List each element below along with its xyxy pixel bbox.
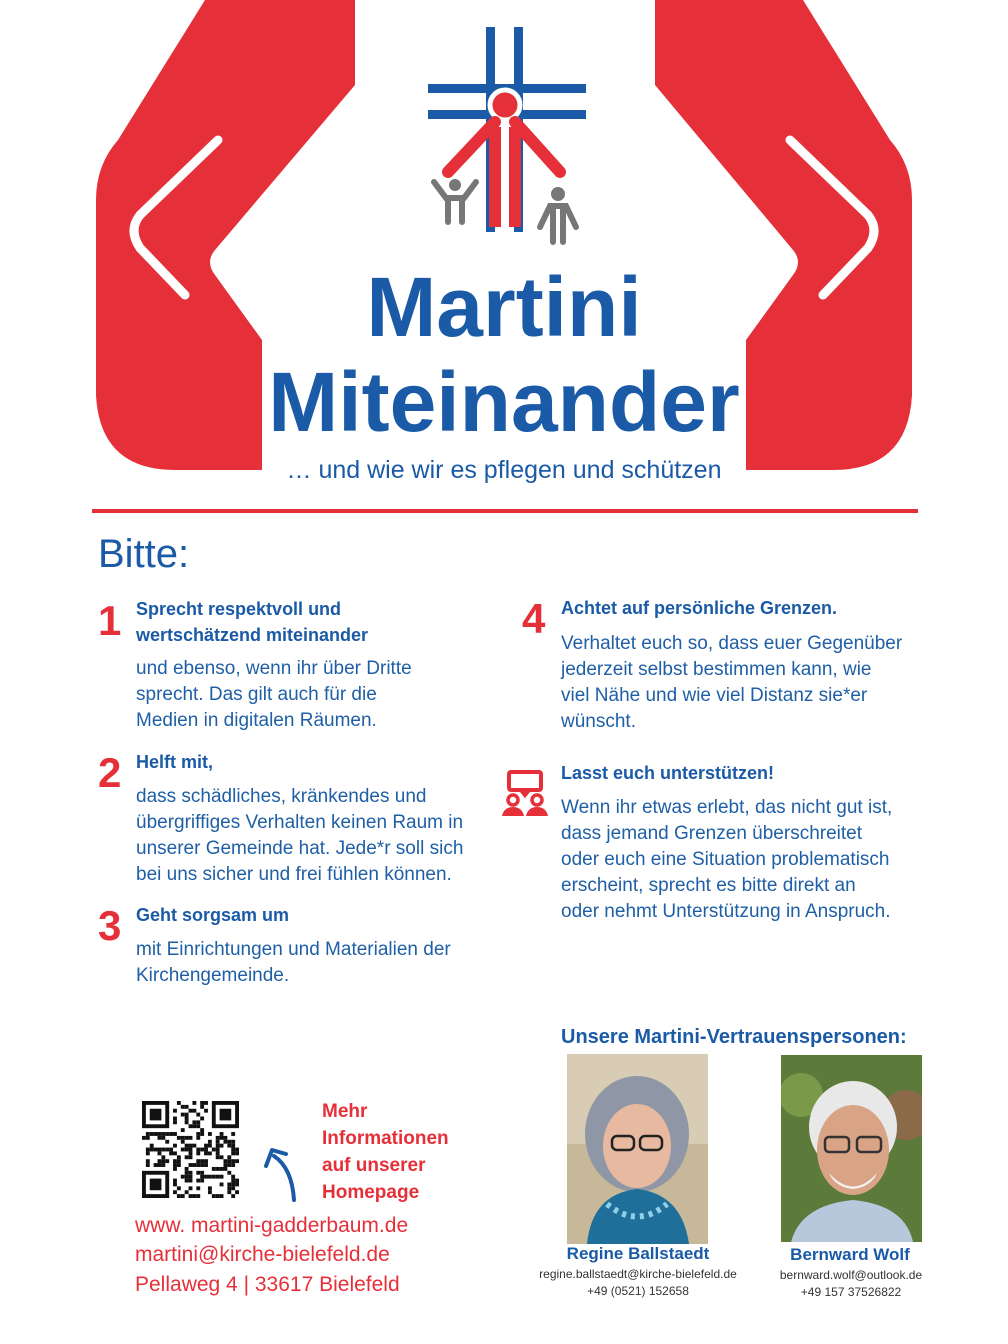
point-4-heading: Achtet auf persönliche Grenzen. bbox=[561, 598, 838, 618]
body-line: Kirchengemeinde. bbox=[136, 965, 290, 986]
point-5-body bbox=[561, 795, 941, 925]
point-4-body bbox=[561, 631, 941, 735]
person-email[interactable]: bernward.wolf@outlook.de bbox=[779, 1268, 923, 1282]
website-link[interactable]: www. martini-gadderbaum.de bbox=[135, 1214, 409, 1237]
address-text: Pellaweg 4 | 33617 Bielefeld bbox=[135, 1273, 400, 1296]
point-4-number: 4 bbox=[522, 595, 546, 642]
body-line: und ebenso, wenn ihr über Dritte bbox=[136, 658, 412, 679]
body-line: übergriffiges Verhalten keinen Raum in bbox=[136, 812, 464, 833]
qr-code-icon[interactable] bbox=[142, 1101, 239, 1198]
body-line: bei uns sicher und frei fühlen können. bbox=[136, 864, 452, 885]
point-5-heading: Lasst euch unterstützen! bbox=[561, 763, 775, 783]
body-line: wünscht. bbox=[561, 711, 636, 732]
point-1-heading bbox=[136, 596, 496, 648]
arrow-up-icon bbox=[262, 1144, 302, 1202]
person-contact bbox=[520, 1266, 756, 1300]
church-cross-logo-icon bbox=[420, 22, 590, 247]
email-link[interactable]: martini@kirche-bielefeld.de bbox=[135, 1243, 390, 1266]
body-line: jederzeit selbst bestimmen kann, wie bbox=[561, 659, 872, 680]
point-3-heading: Geht sorgsam um bbox=[136, 905, 290, 925]
body-line: viel Nähe und wie viel Distanz sie*er bbox=[561, 685, 868, 706]
photo-regine bbox=[567, 1054, 708, 1244]
point-2-body bbox=[136, 784, 506, 888]
point-1-body bbox=[136, 656, 496, 734]
point-2-number: 2 bbox=[98, 749, 122, 796]
more-info-text bbox=[322, 1098, 449, 1206]
body-line: Wenn ihr etwas erlebt, das nicht gut ist, bbox=[561, 797, 893, 818]
body-line: mit Einrichtungen und Materialien der bbox=[136, 939, 451, 960]
point-3-number: 3 bbox=[98, 902, 122, 949]
point-3-body bbox=[136, 937, 506, 989]
person-phone: +49 157 37526822 bbox=[800, 1285, 902, 1299]
person-name: Regine Ballstaedt bbox=[566, 1244, 710, 1263]
more-info-line: auf unserer bbox=[322, 1155, 426, 1176]
point-1-heading-line: Sprecht respektvoll und bbox=[136, 599, 342, 619]
body-line: Verhaltet euch so, dass euer Gegenüber bbox=[561, 633, 903, 654]
body-line: dass schädliches, kränkendes und bbox=[136, 786, 427, 807]
person-contact bbox=[740, 1267, 962, 1301]
body-line: unserer Gemeinde hat. Jede*r soll sich bbox=[136, 838, 464, 859]
person-email[interactable]: regine.ballstaedt@kirche-bielefeld.de bbox=[539, 1267, 737, 1281]
body-line: oder euch eine Situation problematisch bbox=[561, 849, 890, 870]
title-martini: Martini bbox=[366, 260, 642, 354]
more-info-line: Mehr bbox=[322, 1101, 368, 1122]
point-2-heading: Helft mit, bbox=[136, 752, 214, 772]
trust-persons-title: Unsere Martini-Vertrauenspersonen: bbox=[561, 1026, 907, 1048]
body-line: erscheint, sprecht es bitte direkt an bbox=[561, 875, 856, 896]
point-1-heading-line: wertschätzend miteinander bbox=[136, 625, 369, 645]
divider bbox=[92, 509, 918, 513]
more-info-line: Homepage bbox=[322, 1182, 420, 1203]
subtitle: … und wie wir es pflegen und schützen bbox=[286, 456, 722, 484]
support-people-icon bbox=[500, 770, 550, 818]
body-line: dass jemand Grenzen überschreitet bbox=[561, 823, 862, 844]
body-line: oder nehmt Unterstützung in Anspruch. bbox=[561, 901, 891, 922]
more-info-line: Informationen bbox=[322, 1128, 449, 1149]
body-line: sprecht. Das gilt auch für die bbox=[136, 684, 377, 705]
body-line: Medien in digitalen Räumen. bbox=[136, 710, 377, 731]
title-miteinander: Miteinander bbox=[268, 355, 740, 449]
person-phone: +49 (0521) 152658 bbox=[587, 1284, 689, 1298]
bitte-heading: Bitte: bbox=[98, 532, 190, 576]
photo-bernward bbox=[781, 1055, 922, 1242]
person-name: Bernward Wolf bbox=[790, 1245, 910, 1264]
point-1-number: 1 bbox=[98, 597, 122, 644]
